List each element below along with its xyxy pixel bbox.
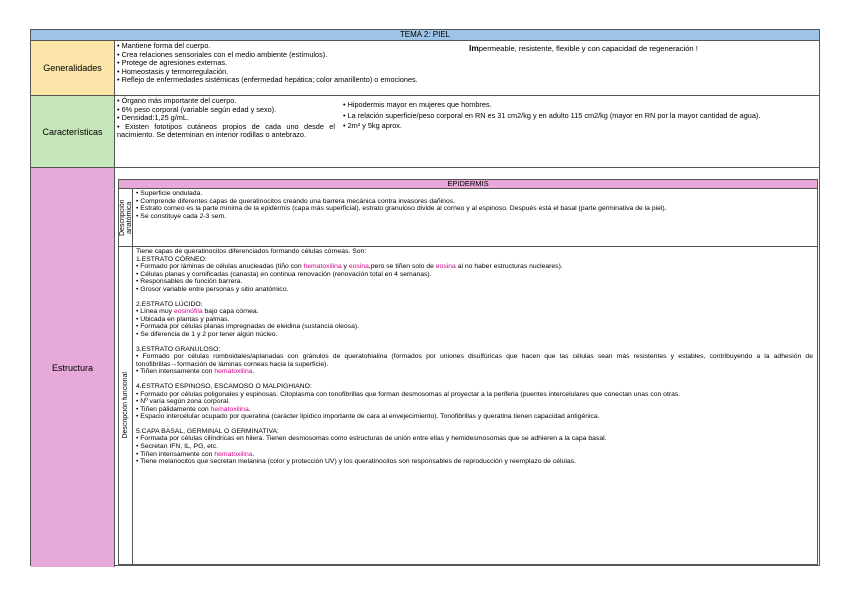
list-item: • Formada por células cilíndricas en hilera. Tienen desmosomas como estructuras de unión entre ellas y hemidesmosomas que se adhieren a la capa basal.: [136, 435, 813, 443]
descripcion-anatomica: [119, 189, 817, 247]
caracteristicas-col2: [343, 101, 798, 131]
list-item: • Línea muy eosinófila bajo capa córnea.: [136, 308, 813, 316]
list-item: • Se constituye cada 2-3 sem.: [136, 213, 813, 221]
funcional-content: [136, 248, 813, 466]
granuloso-title: 3.ESTRATO GRANULOSO:: [136, 345, 221, 353]
list-item: • Responsables de función barrera.: [136, 278, 813, 286]
list-item: • Nº varía según zona corporal.: [136, 398, 813, 406]
row-generalidades: [31, 41, 819, 96]
list-item: • Formado por láminas de células anucleadas (tiño con hematoxilina y eosina,pero se tiñen solo de eosina al no haber estructuras nucleares).: [136, 263, 813, 271]
caracteristicas-col1: [117, 97, 335, 140]
properties-highlight: [469, 44, 698, 54]
list-item: • Densidad:1,25 g/mL.: [117, 114, 335, 123]
list-item: • Células planas y cornificadas (canasta) en continua renovación (renovación total en 4 semanas).: [136, 271, 813, 279]
summary-table: [30, 29, 820, 566]
list-item: • Estrato corneo es la parte mínima de la epidermis (capa más superficial), estrato granuloso divide al corneo y al espinoso. Después está el basal (parte germinativa de la piel).: [136, 205, 813, 213]
espinoso-title: 4.ESTRATO ESPINOSO, ESCAMOSO O MALPIGHIANO:: [136, 382, 312, 390]
list-item: • Tiñen intensamente con hematoxilina.: [136, 368, 813, 376]
list-item: • Superficie ondulada.: [136, 190, 813, 198]
basal-list: [136, 435, 813, 465]
label-funcional: [119, 247, 133, 564]
label-estructura: Estructura: [31, 168, 115, 567]
lucido-list: [136, 308, 813, 338]
list-item: • Tiñen intensamente con hematoxilina.: [136, 451, 813, 459]
anatomica-content: [136, 190, 813, 220]
list-item: • Mantiene forma del cuerpo.: [117, 42, 817, 51]
label-anatomica-text: Descripción anatómica: [118, 199, 133, 236]
list-item: • Se diferencia de 1 y 2 por tener algún núcleo.: [136, 331, 813, 339]
granuloso-list: [136, 353, 813, 376]
list-item: • Ubicada en plantas y palmas.: [136, 316, 813, 324]
list-item: • 6% peso corporal (variable según edad y sexo).: [117, 106, 335, 115]
list-item: • Formada por células planas impregnadas de eleidina (sustancia oleosa).: [136, 323, 813, 331]
highlight-bold: Im: [469, 43, 479, 53]
list-item: • Hipodermis mayor en mujeres que hombres.: [343, 101, 798, 110]
list-item: • 2m² y 5kg aprox.: [343, 122, 798, 131]
label-anatomica: [119, 189, 133, 246]
corneo-title: 1.ESTRATO CÓRNEO:: [136, 255, 207, 263]
list-item: • Crea relaciones sensoriales con el medio ambiente (estímulos).: [117, 51, 817, 60]
caracteristicas-content: [117, 97, 817, 166]
list-item: • Homeostasis y termorregulación.: [117, 68, 817, 77]
label-generalidades: Generalidades: [31, 41, 115, 95]
list-item: • Reflejo de enfermedades sistémicas (enfermedad hepática; color amarillento) o emociones.: [117, 76, 817, 85]
generalidades-content: [117, 42, 817, 94]
row-estructura: [31, 168, 819, 567]
list-item: • Grosor variable entre personas y sitio anatómico.: [136, 286, 813, 294]
list-item: • Tiñen pálidamente con hematoxilina.: [136, 406, 813, 414]
lucido-title: 2.ESTRATO LÚCIDO:: [136, 300, 203, 308]
list-item: • Secretan IFN, IL, PG, etc.: [136, 443, 813, 451]
label-funcional-text: Descripción funcional: [122, 372, 129, 439]
highlight-text: permeable, resistente, flexible y con capacidad de regeneración !: [478, 44, 698, 53]
epidermis-title: EPIDERMIS: [119, 180, 817, 189]
list-item: • La relación superficie/peso corporal en RN es 31 cm2/kg y en adulto 115 cm2/kg (mayor en RN por la mayor cantidad de agua).: [343, 112, 798, 121]
anatomica-list: [136, 190, 813, 220]
espinoso-list: [136, 391, 813, 421]
list-item: • Formado por células poligonales y espinosas. Citoplasma con tonofibrillas que forman desmosomas al proyectar a la periferia (puentes intercelulares que conectan unas con otras.: [136, 391, 813, 399]
list-item: • Comprende diferentes capas de queratinocitos creando una barrera mecánica contra invasores dañinos.: [136, 198, 813, 206]
corneo-list: [136, 263, 813, 293]
list-item: • Espacio intercelular ocupado por queratina (carácter lipídico importante de cara al envejecimiento). Tonofibrillas y queratina tienen capacidad antigénica.: [136, 413, 813, 421]
table-title: TEMA 2: PIEL: [31, 30, 819, 41]
label-caracteristicas: Características: [31, 96, 115, 167]
basal-title: 5.CAPA BASAL, GERMINAL O GERMINATIVA:: [136, 427, 279, 435]
list-item: • Protege de agresiones externas.: [117, 59, 817, 68]
row-caracteristicas: [31, 96, 819, 168]
funcional-intro: Tiene capas de queratinocitos diferenciados formando células córneas. Son:: [136, 248, 367, 255]
epidermis-table: [118, 179, 818, 565]
generalidades-list: [117, 42, 817, 85]
list-item: • Existen fototipos cutáneos propios de cada uno desde el nacimiento. Se determinan en interior rodillas o antebrazo.: [117, 123, 335, 140]
list-item: • Tiene melanocitos que secretan melanina (color y protección UV) y los queratinocitos son responsables de reproducción y reemplazo de células.: [136, 458, 813, 466]
list-item: • Órgano más importante del cuerpo.: [117, 97, 335, 106]
list-item: • Formado por células romboidales/aplanadas con gránulos de queratohialina (formados por uniones disulfúricas que hacen que las células sean más resistentes y estables, contribuyendo a la adhesión de tonofibrillas→formación de láminas corneas hacia la superficie).: [136, 353, 813, 368]
descripcion-funcional: [119, 247, 817, 564]
